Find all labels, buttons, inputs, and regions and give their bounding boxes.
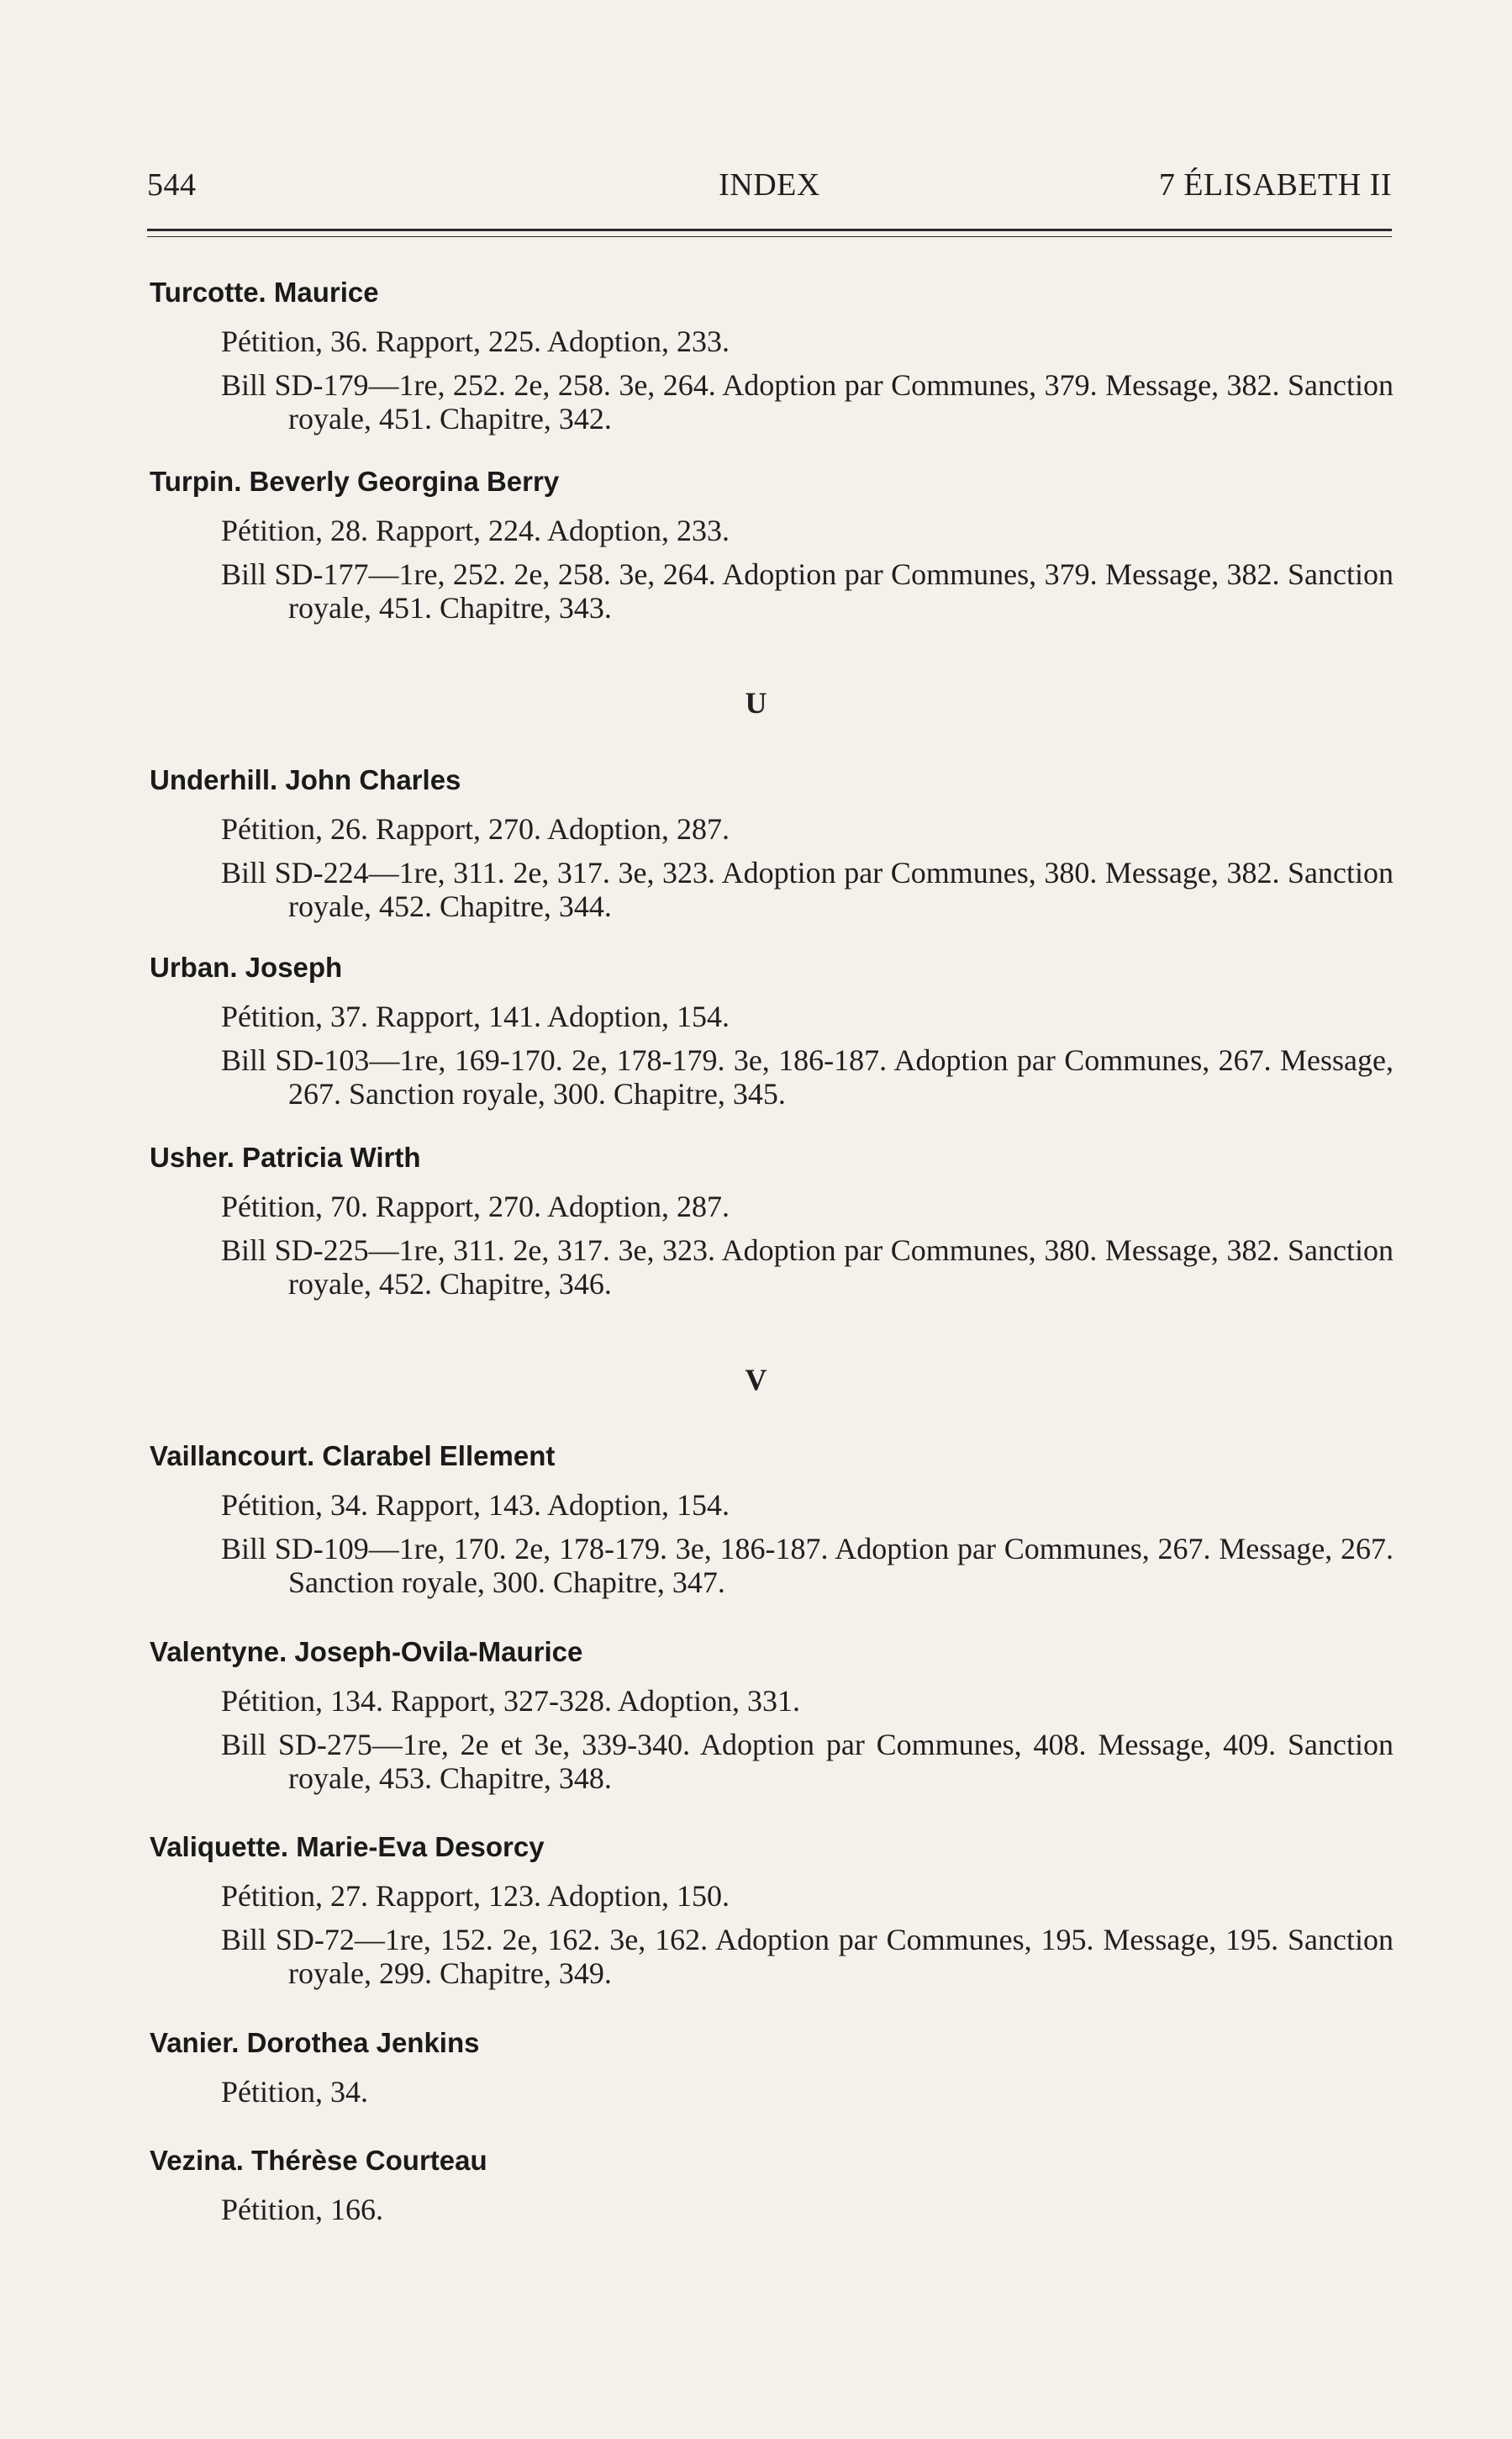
entry-bill: Bill SD-224—1re, 311. 2e, 317. 3e, 323. Adoption par Communes, 380. Message, 382. Sanction royale, 452. Chapitre, 344.: [221, 856, 1393, 923]
header-rule: [147, 229, 1392, 237]
entry-petition: Pétition, 166.: [221, 2193, 384, 2226]
entry-bill: Bill SD-275—1re, 2e et 3e, 339-340. Adoption par Communes, 408. Message, 409. Sanction royale, 453. Chapitre, 348.: [221, 1728, 1393, 1795]
index-entry: [150, 2144, 1393, 2226]
entry-name: Turcotte. Maurice: [150, 277, 379, 308]
entry-name: Vanier. Dorothea Jenkins: [150, 2027, 480, 2058]
section-letter: U: [745, 686, 767, 720]
entry-name: Valentyne. Joseph-Ovila-Maurice: [150, 1636, 583, 1667]
index-entry: [150, 465, 1393, 625]
entry-petition: Pétition, 37. Rapport, 141. Adoption, 154.: [221, 1000, 730, 1033]
entry-bill: Bill SD-109—1re, 170. 2e, 178-179. 3e, 186-187. Adoption par Communes, 267. Message, 267. Sanction royale, 300. Chapitre, 347.: [221, 1532, 1393, 1599]
entry-bill: Bill SD-225—1re, 311. 2e, 317. 3e, 323. Adoption par Communes, 380. Message, 382. Sanction royale, 452. Chapitre, 346.: [221, 1233, 1393, 1301]
index-entry: [150, 1141, 1393, 1301]
entry-petition: Pétition, 36. Rapport, 225. Adoption, 233.: [221, 325, 730, 358]
entry-bill: Bill SD-103—1re, 169-170. 2e, 178-179. 3e, 186-187. Adoption par Communes, 267. Message, 267. Sanction royale, 300. Chapitre, 345.: [221, 1043, 1393, 1111]
entry-petition: Pétition, 28. Rapport, 224. Adoption, 233.: [221, 514, 730, 547]
index-entry: [150, 2026, 1393, 2109]
entry-name: Turpin. Beverly Georgina Berry: [150, 466, 560, 497]
entry-petition: Pétition, 34.: [221, 2075, 369, 2109]
entry-name: Valiquette. Marie-Eva Desorcy: [150, 1831, 545, 1862]
entry-petition: Pétition, 26. Rapport, 270. Adoption, 287.: [221, 812, 730, 846]
entry-name: Vezina. Thérèse Courteau: [150, 2145, 487, 2176]
entry-bill: Bill SD-179—1re, 252. 2e, 258. 3e, 264. Adoption par Communes, 379. Message, 382. Sanction royale, 451. Chapitre, 342.: [221, 368, 1393, 436]
index-entry: [150, 951, 1393, 1111]
page-number: 544: [147, 167, 197, 203]
entry-petition: Pétition, 27. Rapport, 123. Adoption, 150.: [221, 1879, 730, 1913]
section-letter: V: [745, 1363, 767, 1396]
index-entry: [150, 1830, 1393, 1990]
index-entry: [150, 1635, 1393, 1795]
entry-name: Underhill. John Charles: [150, 764, 461, 795]
entry-petition: Pétition, 34. Rapport, 143. Adoption, 154.: [221, 1488, 730, 1522]
entry-petition: Pétition, 70. Rapport, 270. Adoption, 287.: [221, 1190, 730, 1223]
entry-bill: Bill SD-177—1re, 252. 2e, 258. 3e, 264. Adoption par Communes, 379. Message, 382. Sanction royale, 451. Chapitre, 343.: [221, 557, 1393, 625]
entry-name: Urban. Joseph: [150, 952, 343, 983]
entry-name: Usher. Patricia Wirth: [150, 1142, 421, 1173]
entry-petition: Pétition, 134. Rapport, 327-328. Adoption, 331.: [221, 1684, 800, 1718]
page-title: INDEX: [719, 167, 820, 203]
entry-bill: Bill SD-72—1re, 152. 2e, 162. 3e, 162. Adoption par Communes, 195. Message, 195. Sanction royale, 299. Chapitre, 349.: [221, 1923, 1393, 1990]
index-entry: [150, 1439, 1393, 1599]
index-entry: [150, 276, 1393, 436]
page-header: [147, 166, 1392, 209]
running-head: 7 ÉLISABETH II: [1158, 167, 1392, 203]
entry-name: Vaillancourt. Clarabel Ellement: [150, 1440, 556, 1471]
index-entry: [150, 763, 1393, 923]
